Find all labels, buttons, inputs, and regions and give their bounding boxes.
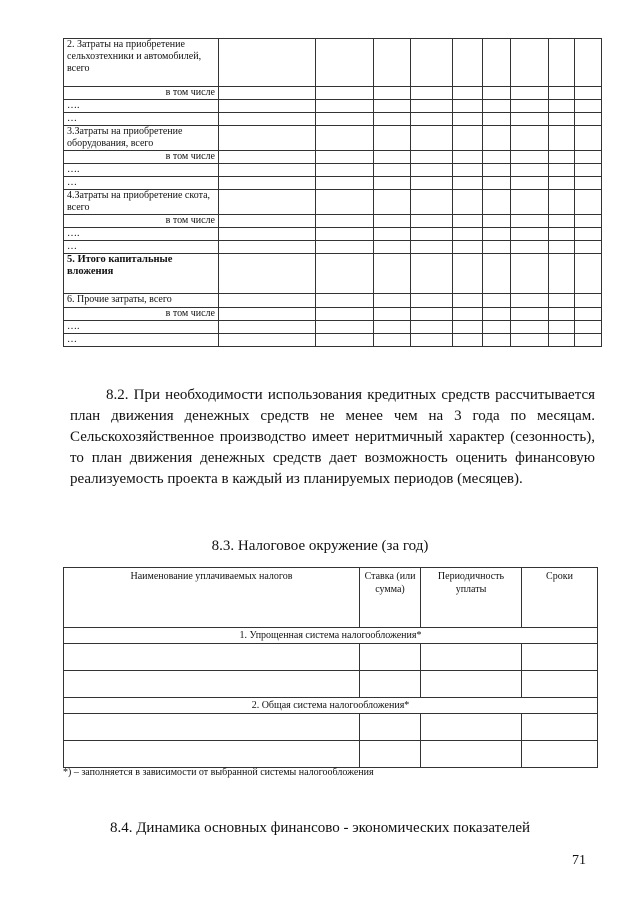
table-cell (483, 228, 511, 241)
table-cell (453, 321, 483, 334)
table-row (64, 228, 602, 241)
table-cell (575, 87, 602, 100)
table-cell (575, 334, 602, 347)
table-cell (374, 100, 411, 113)
tax-cell (360, 644, 421, 671)
row-label: … (64, 334, 219, 347)
tax-cell (64, 671, 360, 698)
table-row (64, 126, 602, 151)
table-row (64, 164, 602, 177)
table-cell (374, 334, 411, 347)
table-cell (511, 334, 549, 347)
table-cell (411, 294, 453, 308)
table-cell (511, 190, 549, 215)
table-cell (316, 87, 374, 100)
credit-paragraph (70, 385, 595, 490)
table-cell (219, 87, 316, 100)
table-cell (219, 334, 316, 347)
table-cell (575, 177, 602, 190)
table-cell (453, 87, 483, 100)
table-cell (316, 215, 374, 228)
table-cell (374, 241, 411, 254)
table-cell (316, 190, 374, 215)
table-cell (511, 100, 549, 113)
row-label: в том числе (64, 87, 219, 100)
table-cell (549, 100, 575, 113)
table-cell (575, 39, 602, 87)
tax-cell (421, 671, 522, 698)
table-cell (219, 254, 316, 294)
table-cell (374, 321, 411, 334)
table-row (64, 100, 602, 113)
table-cell (453, 308, 483, 321)
table-cell (575, 100, 602, 113)
table-cell (483, 164, 511, 177)
tax-header-frequency: Периодичность уплаты (421, 568, 522, 628)
table-cell (549, 126, 575, 151)
table-cell (549, 241, 575, 254)
table-cell (549, 87, 575, 100)
tax-cell (64, 741, 360, 768)
row-label: в том числе (64, 215, 219, 228)
table-cell (483, 334, 511, 347)
table-cell (411, 254, 453, 294)
table-cell (549, 294, 575, 308)
table-cell (511, 126, 549, 151)
table-cell (483, 254, 511, 294)
table-cell (219, 113, 316, 126)
tax-footnote: *) – заполняется в зависимости от выбранной системы налогообложения (63, 767, 374, 778)
table-cell (453, 190, 483, 215)
table-row (64, 113, 602, 126)
table-row (64, 177, 602, 190)
table-cell (483, 39, 511, 87)
capital-table-body (64, 39, 602, 347)
tax-empty-row (64, 644, 598, 671)
table-cell (575, 228, 602, 241)
table-cell (411, 39, 453, 87)
table-cell (374, 294, 411, 308)
section-83-title: 8.3. Налоговое окружение (за год) (211, 538, 429, 554)
tax-cell (64, 714, 360, 741)
table-cell (483, 87, 511, 100)
table-cell (453, 241, 483, 254)
table-cell (374, 164, 411, 177)
row-label: …. (64, 321, 219, 334)
table-cell (219, 294, 316, 308)
table-cell (483, 321, 511, 334)
row-label: в том числе (64, 308, 219, 321)
table-cell (575, 215, 602, 228)
table-cell (549, 177, 575, 190)
table-cell (374, 151, 411, 164)
tax-cell (522, 714, 598, 741)
table-cell (374, 215, 411, 228)
table-cell (411, 164, 453, 177)
table-cell (411, 308, 453, 321)
table-cell (511, 228, 549, 241)
table-row (64, 294, 602, 308)
table-cell (575, 190, 602, 215)
table-cell (575, 113, 602, 126)
table-cell (549, 321, 575, 334)
table-cell (219, 190, 316, 215)
tax-empty-row (64, 671, 598, 698)
table-cell (411, 151, 453, 164)
tax-cell (360, 714, 421, 741)
table-cell (549, 334, 575, 347)
table-cell (483, 151, 511, 164)
table-cell (453, 126, 483, 151)
table-cell (575, 151, 602, 164)
row-label: … (64, 241, 219, 254)
table-cell (316, 151, 374, 164)
paragraph-text: 8.2. При необходимости использования кредитных средств рассчитывается план движения денежных средств не менее чем на 3 года по месяцам. Сельскохозяйственное производство имеет неритмичный характер (сезонность), то план движения денежных средств дает возможность оценить финансовую реализуемость проекта в каждый из планируемых периодов (месяцев). (70, 387, 595, 487)
table-row (64, 151, 602, 164)
table-cell (453, 215, 483, 228)
table-cell (219, 321, 316, 334)
table-cell (511, 215, 549, 228)
table-cell (483, 100, 511, 113)
table-cell (411, 100, 453, 113)
tax-empty-row (64, 741, 598, 768)
table-row (64, 241, 602, 254)
tax-header-deadlines: Сроки (522, 568, 598, 628)
table-cell (575, 164, 602, 177)
table-cell (483, 190, 511, 215)
row-label: 3.Затраты на приобретение оборудования, всего (64, 126, 219, 151)
row-label: 6. Прочие затраты, всего (64, 294, 219, 308)
table-cell (316, 334, 374, 347)
table-row (64, 87, 602, 100)
table-cell (411, 190, 453, 215)
table-cell (374, 228, 411, 241)
tax-cell (522, 644, 598, 671)
table-row (64, 254, 602, 294)
table-cell (411, 126, 453, 151)
table-cell (316, 228, 374, 241)
table-cell (453, 113, 483, 126)
table-cell (411, 113, 453, 126)
table-cell (316, 113, 374, 126)
table-cell (219, 215, 316, 228)
table-cell (575, 241, 602, 254)
table-cell (316, 177, 374, 190)
table-cell (575, 126, 602, 151)
page-number: 71 (572, 853, 586, 868)
table-cell (219, 308, 316, 321)
table-cell (511, 113, 549, 126)
table-cell (549, 308, 575, 321)
table-cell (549, 190, 575, 215)
tax-section-general: 2. Общая система налогообложения* (64, 698, 598, 714)
table-cell (411, 321, 453, 334)
table-cell (549, 215, 575, 228)
table-row (64, 215, 602, 228)
table-cell (511, 151, 549, 164)
row-label: … (64, 177, 219, 190)
table-cell (453, 177, 483, 190)
table-cell (219, 228, 316, 241)
table-cell (316, 126, 374, 151)
table-cell (411, 215, 453, 228)
table-cell (374, 113, 411, 126)
table-cell (483, 177, 511, 190)
tax-cell (421, 714, 522, 741)
tax-cell (64, 644, 360, 671)
table-cell (411, 334, 453, 347)
table-cell (374, 126, 411, 151)
table-cell (374, 177, 411, 190)
tax-section-simplified: 1. Упрощенная система налогообложения* (64, 628, 598, 644)
tax-header-rate: Ставка (или сумма) (360, 568, 421, 628)
table-cell (511, 164, 549, 177)
table-cell (219, 151, 316, 164)
tax-cell (360, 671, 421, 698)
section-84-title: 8.4. Динамика основных финансово - экономических показателей (109, 820, 531, 836)
table-cell (511, 321, 549, 334)
table-cell (483, 241, 511, 254)
table-cell (549, 39, 575, 87)
tax-section-row (64, 698, 598, 714)
table-cell (411, 87, 453, 100)
table-cell (219, 126, 316, 151)
row-label: … (64, 113, 219, 126)
row-label: 2. Затраты на приобретение сельхозтехники и автомобилей, всего (64, 39, 219, 87)
row-label: в том числе (64, 151, 219, 164)
table-cell (549, 113, 575, 126)
tax-cell (522, 671, 598, 698)
table-cell (316, 100, 374, 113)
table-cell (511, 39, 549, 87)
table-cell (575, 294, 602, 308)
table-cell (453, 254, 483, 294)
table-cell (453, 151, 483, 164)
table-cell (219, 164, 316, 177)
table-cell (575, 254, 602, 294)
row-label: 5. Итого капитальные вложения (64, 254, 219, 294)
table-cell (511, 241, 549, 254)
table-cell (511, 294, 549, 308)
table-cell (483, 215, 511, 228)
table-cell (219, 39, 316, 87)
table-cell (374, 39, 411, 87)
table-cell (316, 321, 374, 334)
tax-cell (360, 741, 421, 768)
row-label: …. (64, 228, 219, 241)
table-cell (483, 308, 511, 321)
tax-header-row (64, 568, 598, 628)
table-cell (511, 177, 549, 190)
table-cell (374, 254, 411, 294)
capital-expenditures-table (63, 38, 602, 347)
table-cell (316, 254, 374, 294)
table-cell (575, 308, 602, 321)
table-cell (453, 39, 483, 87)
table-cell (511, 308, 549, 321)
tax-cell (421, 741, 522, 768)
table-cell (374, 308, 411, 321)
table-cell (316, 308, 374, 321)
table-cell (316, 39, 374, 87)
table-cell (219, 100, 316, 113)
table-cell (219, 177, 316, 190)
table-cell (483, 294, 511, 308)
table-cell (316, 164, 374, 177)
table-cell (549, 254, 575, 294)
tax-header-name: Наименование уплачиваемых налогов (64, 568, 360, 628)
table-row (64, 39, 602, 87)
table-cell (219, 241, 316, 254)
table-cell (316, 294, 374, 308)
table-cell (316, 241, 374, 254)
table-cell (511, 254, 549, 294)
tax-cell (421, 644, 522, 671)
table-cell (453, 100, 483, 113)
table-row (64, 334, 602, 347)
table-cell (453, 228, 483, 241)
table-cell (374, 87, 411, 100)
table-cell (374, 190, 411, 215)
table-cell (411, 177, 453, 190)
table-row (64, 190, 602, 215)
table-cell (483, 126, 511, 151)
table-cell (511, 87, 549, 100)
table-cell (453, 164, 483, 177)
row-label: …. (64, 164, 219, 177)
table-cell (411, 241, 453, 254)
row-label: …. (64, 100, 219, 113)
table-row (64, 321, 602, 334)
row-label: 4.Затраты на приобретение скота, всего (64, 190, 219, 215)
tax-empty-row (64, 714, 598, 741)
table-cell (453, 334, 483, 347)
tax-environment-table (63, 567, 598, 768)
tax-section-row (64, 628, 598, 644)
table-row (64, 308, 602, 321)
table-cell (411, 228, 453, 241)
table-cell (453, 294, 483, 308)
table-cell (575, 321, 602, 334)
table-cell (549, 164, 575, 177)
tax-cell (522, 741, 598, 768)
table-cell (549, 228, 575, 241)
table-cell (483, 113, 511, 126)
table-cell (549, 151, 575, 164)
